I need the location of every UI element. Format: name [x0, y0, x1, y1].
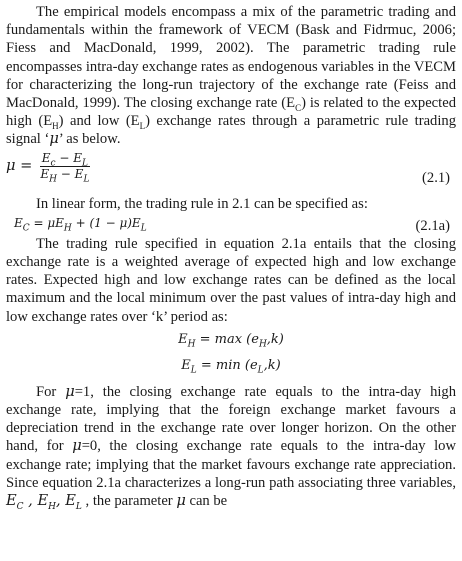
equation-number: (2.1a)	[415, 217, 450, 234]
equation-2-1	[6, 149, 456, 195]
equation-lhs: μ =	[6, 157, 33, 175]
paragraph-trading-rule: The trading rule specified in equation 2.1a entails that the closing exchange rate is a weighted average of expected high and low exchange rates. Expected high and low exchange rates can be defined as the local maximum and the local minimum over the past values of intra-day high and low exchange rates over ‘k’ period as:	[6, 235, 456, 325]
fraction	[38, 150, 91, 185]
equation-number: (2.1)	[422, 169, 450, 186]
variables-inline: $E_C$ , $E_H$, $E_L$	[6, 492, 82, 512]
fraction-denominator: $E_H - E_L$	[40, 166, 90, 185]
paragraph-linear-form: In linear form, the trading rule in 2.1 can be specified as:	[36, 195, 368, 212]
equation-min: $E_L = \min (e_L,k)$	[181, 357, 281, 376]
fraction-numerator: $E_c - E_L$	[41, 150, 89, 169]
paragraph-intro: The empirical models encompass a mix of the parametric trading and fundamentals within the framework of VECM (Bask and Fidrmuc, 2006; Fiess and MacDonald, 1999, 2002). The parametric trading rule encompasses intra-day exchange rates as endogenous variables in the VECM for characterizing the long-run trajectory of the exchange rate (Feiss and MacDonald, 1999). The closing exchange rate $(E_C)$ is related to the expected high $(E_H)$ and low $(E_L)$ exchange rates through a parametric rule trading signal ‘μ’ as below.	[6, 4, 457, 148]
equation-max: $E_H = \max (e_H,k)$	[178, 331, 284, 350]
paragraph-interpretation: For μ=1, the closing exchange rate equals to the intra-day high exchange rate, implying that the foreign exchange market favours a depreciation trend in the exchange rate over longer horizon. On the other hand, for μ=0, the closing exchange rate equals to the intra-day low exchange rate; implying that the market favours exchange rate appreciation. Since equation 2.1a characterizes a long-run path associating three variables, $E_C$ , $E_H$, $E_L$ , the parameter μ can be	[6, 382, 457, 512]
equation-2-1a: $E_C = \mu E_H + (1 - \mu)E_L$ (2.1a)	[14, 215, 450, 234]
